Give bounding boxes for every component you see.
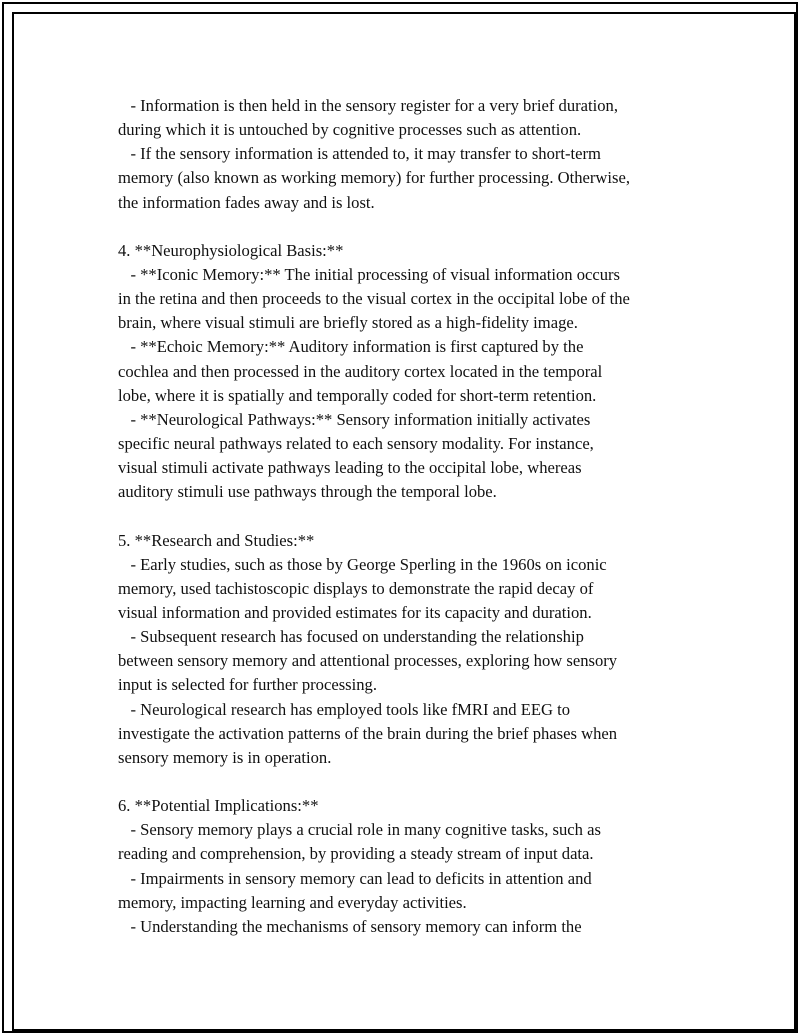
text-line: specific neural pathways related to each sensory modality. For instance, <box>118 433 594 453</box>
document-body <box>118 94 718 939</box>
text-line: 5. **Research and Studies:** <box>118 530 315 550</box>
text-line: - Neurological research has employed tools like fMRI and EEG to <box>118 699 571 719</box>
text-line: - **Iconic Memory:** The initial processing of visual information occurs <box>118 264 621 284</box>
text-line: - Understanding the mechanisms of sensory memory can inform the <box>118 916 582 936</box>
text-line: input is selected for further processing. <box>118 675 377 695</box>
text-line: - Sensory memory plays a crucial role in many cognitive tasks, such as <box>118 820 601 840</box>
text-line: - **Echoic Memory:** Auditory information is first captured by the <box>118 337 584 357</box>
text-line: - **Neurological Pathways:** Sensory information initially activates <box>118 409 591 429</box>
text-line: brain, where visual stimuli are briefly stored as a high-fidelity image. <box>118 313 578 333</box>
text-line: lobe, where it is spatially and temporally coded for short-term retention. <box>118 385 597 405</box>
text-line: visual stimuli activate pathways leading to the occipital lobe, whereas <box>118 458 582 478</box>
text-line: 6. **Potential Implications:** <box>118 796 319 816</box>
text-line: 4. **Neurophysiological Basis:** <box>118 240 344 260</box>
text-line: the information fades away and is lost. <box>118 192 375 212</box>
blank-line <box>118 215 718 239</box>
text-line: reading and comprehension, by providing a steady stream of input data. <box>118 844 594 864</box>
text-line: cochlea and then processed in the auditory cortex located in the temporal <box>118 361 603 381</box>
text-line: - Early studies, such as those by George Sperling in the 1960s on iconic <box>118 554 607 574</box>
blank-line <box>118 504 718 528</box>
text-line: memory, impacting learning and everyday activities. <box>118 892 467 912</box>
text-line: - Information is then held in the sensory register for a very brief duration, <box>118 96 618 115</box>
text-line: during which it is untouched by cognitive processes such as attention. <box>118 120 582 140</box>
text-line: - If the sensory information is attended to, it may transfer to short-term <box>118 144 601 164</box>
text-line: - Subsequent research has focused on understanding the relationship <box>118 627 584 647</box>
text-line: memory (also known as working memory) for further processing. Otherwise, <box>118 168 630 188</box>
text-line: in the retina and then proceeds to the visual cortex in the occipital lobe of the <box>118 289 630 309</box>
text-line: visual information and provided estimates for its capacity and duration. <box>118 602 592 622</box>
text-line: auditory stimuli use pathways through the temporal lobe. <box>118 482 497 502</box>
text-line: sensory memory is in operation. <box>118 747 332 767</box>
blank-line <box>118 770 718 794</box>
text-line: memory, used tachistoscopic displays to demonstrate the rapid decay of <box>118 578 594 598</box>
text-line: - Impairments in sensory memory can lead to deficits in attention and <box>118 868 592 888</box>
text-line: investigate the activation patterns of the brain during the brief phases when <box>118 723 618 743</box>
text-line: between sensory memory and attentional processes, exploring how sensory <box>118 651 618 671</box>
